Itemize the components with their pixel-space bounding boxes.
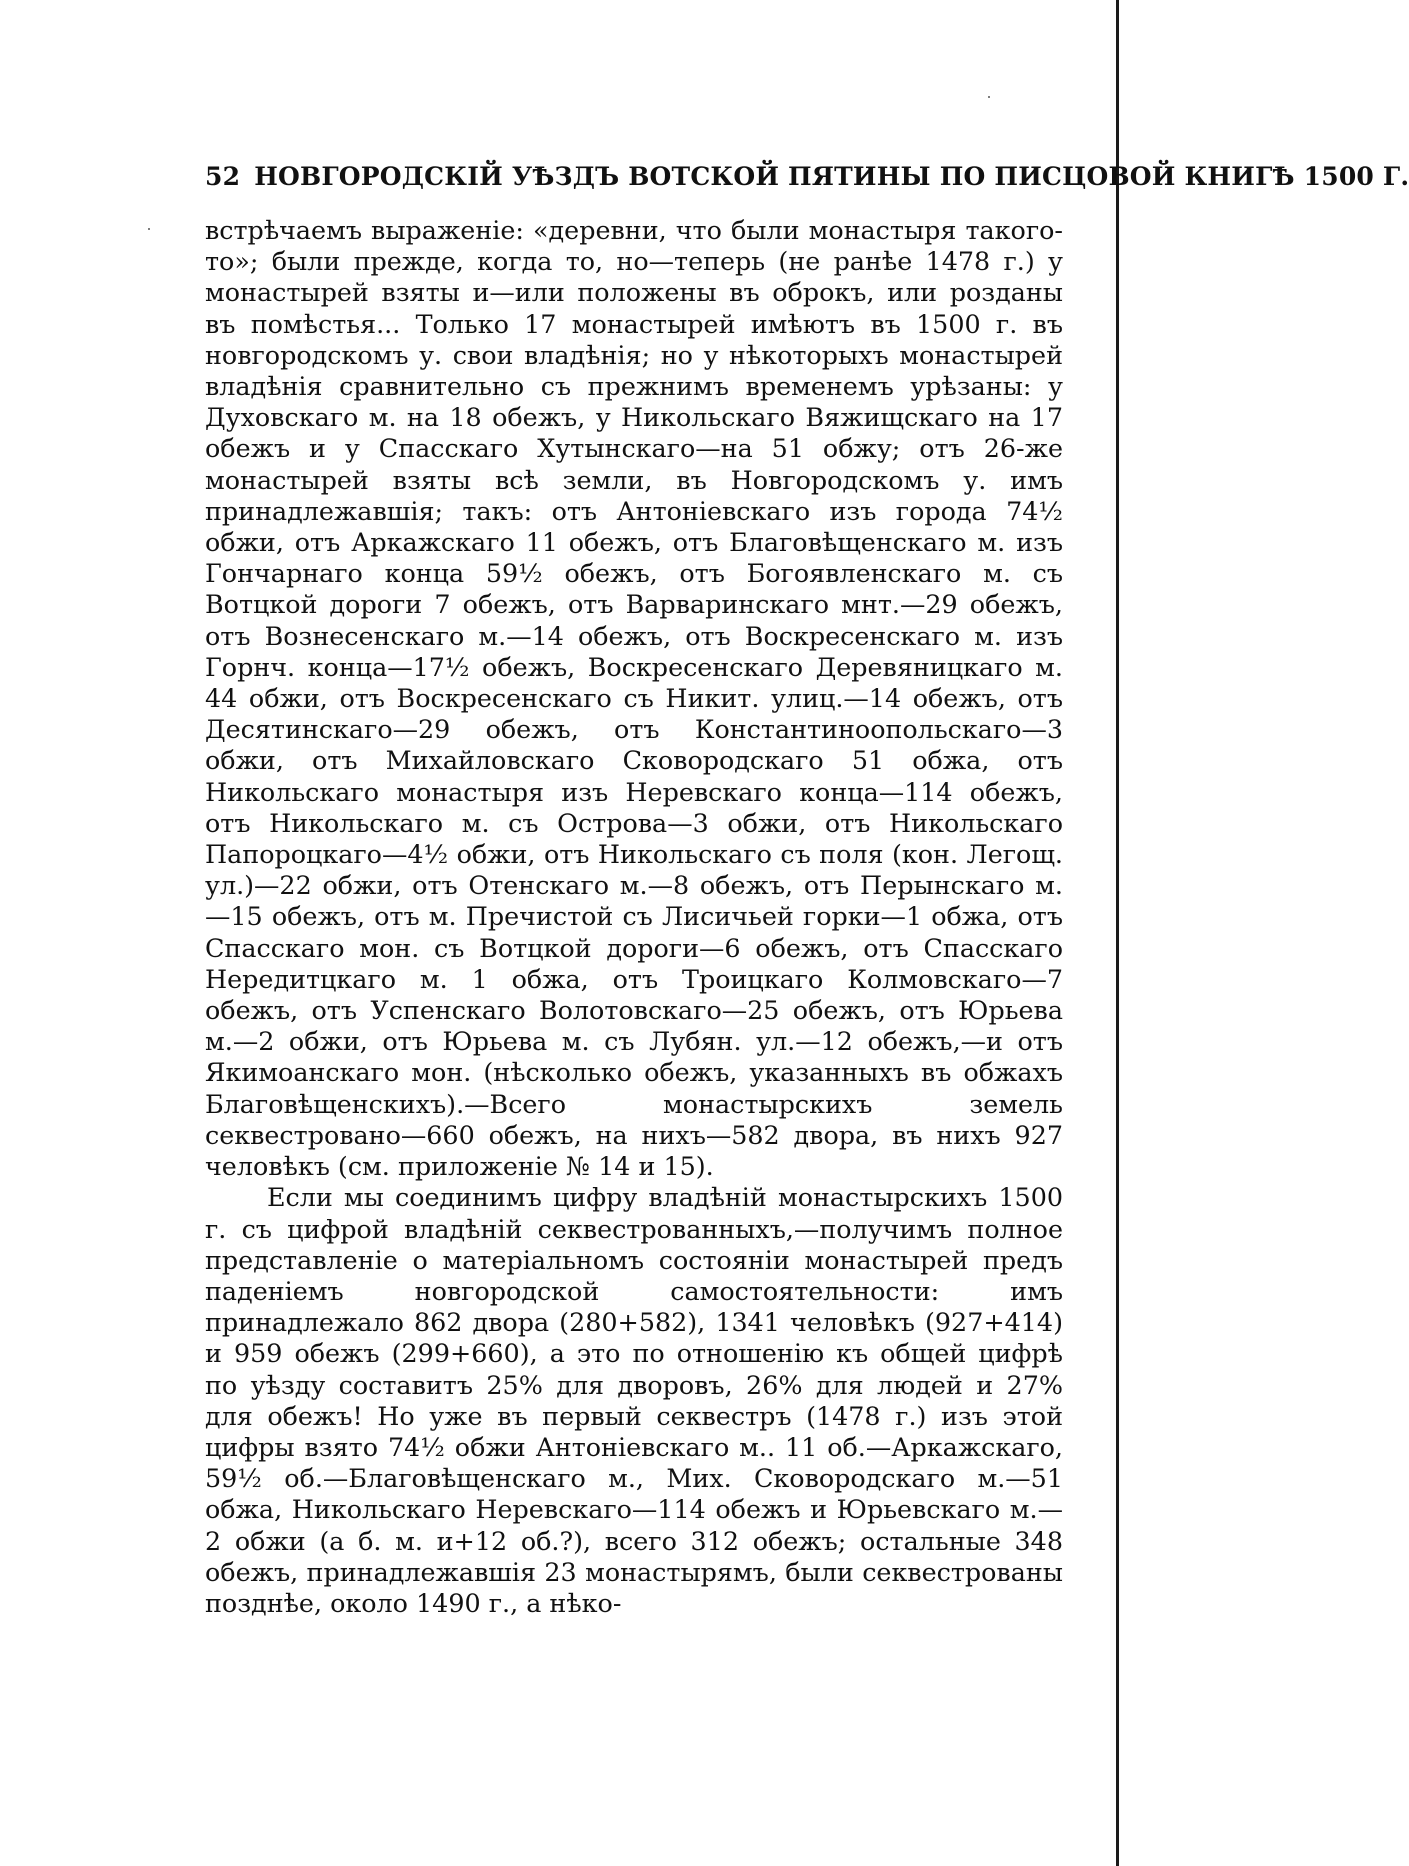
scan-speck	[988, 96, 990, 98]
running-header	[205, 162, 1409, 191]
body-text	[205, 215, 1063, 1619]
page-edge-border	[1116, 0, 1119, 1866]
running-title: НОВГОРОДСКІЙ УѢЗДЪ ВОТСКОЙ ПЯТИНЫ ПО ПИСЦОВОЙ КНИГѢ 1500 Г.	[254, 162, 1409, 191]
page-number: 52	[205, 162, 241, 191]
paragraph-2: Если мы соединимъ цифру владѣній монастырскихъ 1500 г. съ цифрой владѣній секвестрованныхъ,—получимъ полное представленіе о матеріальномъ состояніи монастырей предъ паденіемъ новгородской самостоятельности: имъ принадлежало 862 двора (280+582), 1341 человѣкъ (927+414) и 959 обежъ (299+660), а это по отношенію къ общей цифрѣ по уѣзду составитъ 25% для дворовъ, 26% для людей и 27% для обежъ! Но уже въ первый секвестръ (1478 г.) изъ этой цифры взято 74½ обжи Антоніевскаго м.. 11 об.—Аркажскаго, 59½ об.—Благовѣщенскаго м., Мих. Сковородскаго м.—51 обжа, Никольскаго Неревскаго—114 обежъ и Юрьевскаго м.—2 обжи (а б. м. и+12 об.?), всего 312 обежъ; остальные 348 обежъ, принадлежавшія 23 монастырямъ, были секвестрованы позднѣе, около 1490 г., а нѣко-	[205, 1182, 1063, 1618]
paragraph-1: встрѣчаемъ выраженіе: «деревни, что были монастыря такого-то»; были прежде, когда то, но—теперь (не ранѣе 1478 г.) у монастырей взяты и—или положены въ оброкъ, или розданы въ помѣстья... Только 17 монастырей имѣютъ въ 1500 г. въ новгородскомъ у. свои владѣнія; но у нѣкоторыхъ монастырей владѣнія сравнительно съ прежнимъ временемъ урѣзаны: у Духовскаго м. на 18 обежъ, у Никольскаго Вяжищскаго на 17 обежъ и у Спасскаго Хутынскаго—на 51 обжу; отъ 26-же монастырей взяты всѣ земли, въ Новгородскомъ у. имъ принадлежавшія; такъ: отъ Антоніевскаго изъ города 74½ обжи, отъ Аркажскаго 11 обежъ, отъ Благовѣщенскаго м. изъ Гончарнаго конца 59½ обежъ, отъ Богоявленскаго м. съ Вотцкой дороги 7 обежъ, отъ Варваринскаго мнт.—29 обежъ, отъ Вознесенскаго м.—14 обежъ, отъ Воскресенскаго м. изъ Горнч. конца—17½ обежъ, Воскресенскаго Деревяницкаго м. 44 обжи, отъ Воскресенскаго съ Никит. улиц.—14 обежъ, отъ Десятинскаго—29 обежъ, отъ Константиноопольскаго—3 обжи, отъ Михайловскаго Сковородскаго 51 обжа, отъ Никольскаго монастыря изъ Неревскаго конца—114 обежъ, отъ Никольскаго м. съ Острова—3 обжи, отъ Никольскаго Папороцкаго—4½ обжи, отъ Никольскаго съ поля (кон. Легощ. ул.)—22 обжи, отъ Отенскаго м.—8 обежъ, отъ Перынскаго м.—15 обежъ, отъ м. Пречистой съ Лисичьей горки—1 обжа, отъ Спасскаго мон. съ Вотцкой дороги—6 обежъ, отъ Спасскаго Нередитцкаго м. 1 обжа, отъ Троицкаго Колмовскаго—7 обежъ, отъ Успенскаго Волотовскаго—25 обежъ, отъ Юрьева м.—2 обжи, отъ Юрьева м. съ Лубян. ул.—12 обежъ,—и отъ Якимоанскаго мон. (нѣсколько обежъ, указанныхъ въ обжахъ Благовѣщенскихъ).—Всего монастырскихъ земель секвестровано—660 обежъ, на нихъ—582 двора, въ нихъ 927 человѣкъ (см. приложеніе № 14 и 15).	[205, 215, 1063, 1182]
scan-speck	[148, 228, 150, 230]
